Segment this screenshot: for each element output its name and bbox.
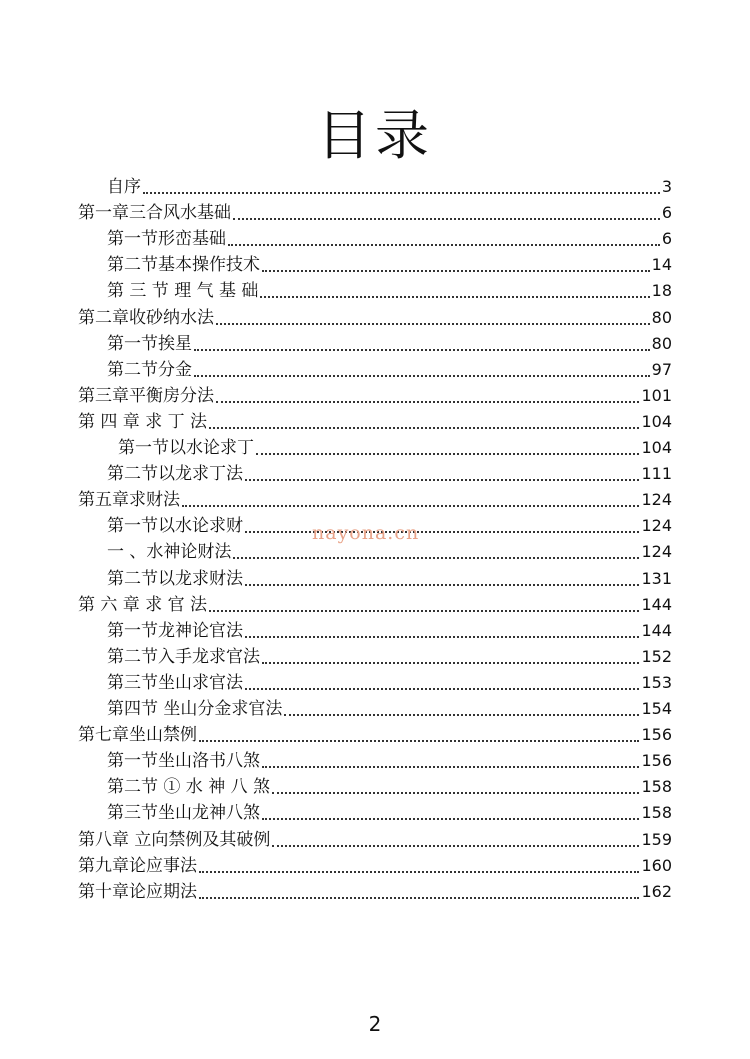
toc-entry-label: 第 四 章 求 丁 法 — [78, 411, 208, 432]
toc-entry-label: 第二节基本操作技术 — [107, 255, 260, 276]
toc-entry-label: 第二节 ① 水 神 八 煞 — [107, 777, 271, 798]
toc-entry-label: 第一节坐山洛书八煞 — [107, 751, 260, 772]
toc-entry-label: 第一节龙神论官法 — [107, 620, 243, 641]
toc-entry-page: 104 — [641, 438, 672, 457]
dot-leader — [245, 478, 639, 481]
dot-leader — [194, 348, 650, 351]
toc-entry — [78, 381, 672, 407]
toc-entry-page: 156 — [641, 751, 672, 771]
toc-entry-page: 158 — [641, 777, 672, 797]
toc-entry-page: 158 — [641, 803, 672, 823]
toc-entry-label: 第一章三合风水基础 — [78, 203, 231, 224]
toc-entry-label: 自序 — [107, 177, 141, 197]
toc-entry-page: 124 — [641, 516, 672, 536]
toc-entry — [107, 276, 672, 302]
toc-entry-page: 154 — [641, 699, 672, 718]
toc-entry — [78, 407, 672, 433]
dot-leader — [199, 896, 639, 899]
toc-entry-page: 80 — [651, 307, 672, 327]
toc-entry-page: 131 — [641, 568, 672, 588]
toc-entry-page: 153 — [641, 672, 672, 692]
toc-entry — [107, 564, 672, 590]
toc-entry-page: 104 — [641, 411, 672, 431]
dot-leader — [216, 322, 650, 325]
toc-entry — [107, 642, 672, 668]
toc-entry-page: 160 — [641, 855, 672, 875]
toc-entry — [78, 198, 672, 224]
dot-leader — [284, 713, 639, 716]
dot-leader — [260, 295, 649, 298]
toc-entry — [107, 224, 672, 250]
dot-leader — [272, 844, 639, 847]
toc-entry-page: 14 — [651, 255, 672, 275]
toc-entry-page: 162 — [641, 881, 672, 901]
toc-entry-label: 第二节以龙求丁法 — [107, 464, 243, 485]
toc-entry-label: 第八章 立向禁例及其破例 — [78, 829, 271, 850]
dot-leader — [209, 426, 639, 429]
page-number: 2 — [368, 1012, 382, 1036]
toc-entry-label: 第二节入手龙求官法 — [107, 646, 260, 667]
toc-entry-label: 第 三 节 理 气 基 础 — [107, 281, 259, 302]
dot-leader — [228, 243, 660, 246]
toc-entry-page: 124 — [641, 490, 672, 510]
page-title: 目录 — [317, 104, 433, 167]
toc-entry-page: 80 — [651, 333, 672, 353]
toc-entry-page: 97 — [651, 359, 672, 379]
toc-entry-page: 144 — [641, 594, 672, 614]
dot-leader — [256, 452, 639, 455]
dot-leader — [216, 400, 639, 403]
toc-entry-label: 第三章平衡房分法 — [78, 385, 214, 406]
dot-leader — [233, 217, 660, 220]
dot-leader — [182, 504, 639, 507]
toc-entry-page: 101 — [641, 385, 672, 405]
toc-entry — [107, 250, 672, 276]
toc-entry-label: 第七章坐山禁例 — [78, 725, 197, 746]
toc-entry-page: 144 — [641, 620, 672, 640]
watermark: nayona.cn — [312, 522, 420, 544]
toc-entry-label: 第三节坐山求官法 — [107, 672, 243, 693]
toc-entry — [78, 851, 672, 877]
toc-entry-label: 第一节挨星 — [107, 333, 192, 354]
toc-entry-label: 第二节以龙求财法 — [107, 568, 243, 589]
toc-entry-label: 第二节分金 — [107, 359, 192, 380]
dot-leader — [233, 556, 639, 559]
dot-leader — [199, 870, 639, 873]
dot-leader — [262, 817, 639, 820]
toc-entry-label: 第一节形峦基础 — [107, 229, 226, 250]
toc-entry-label: 第二章收砂纳水法 — [78, 307, 214, 328]
toc-entry — [107, 668, 672, 694]
toc-entry-page: 111 — [641, 464, 672, 484]
toc-entry — [107, 616, 672, 642]
toc-entry-page: 124 — [641, 542, 672, 562]
toc-entry-page: 3 — [661, 177, 672, 196]
toc-entry — [78, 720, 672, 746]
toc-entry — [78, 590, 672, 616]
toc-entry-page: 6 — [661, 229, 672, 249]
dot-leader — [194, 374, 650, 377]
toc-entry — [107, 772, 672, 798]
toc-entry — [107, 694, 672, 720]
toc-entry-label: 第一节以水论求丁 — [118, 438, 254, 458]
toc-entry-page: 152 — [641, 646, 672, 666]
toc-entry — [107, 172, 672, 198]
toc-entry — [78, 303, 672, 329]
toc-entry-label: 第五章求财法 — [78, 490, 180, 511]
toc-entry-page: 18 — [651, 281, 672, 301]
toc-entry-label: 第三节坐山龙神八煞 — [107, 803, 260, 824]
dot-leader — [199, 739, 639, 742]
dot-leader — [143, 191, 660, 194]
toc-entry — [118, 433, 672, 459]
toc-entry-label: 第一节以水论求财 — [107, 516, 243, 537]
dot-leader — [262, 269, 650, 272]
toc-entry-label: 第四节 坐山分金求官法 — [107, 699, 283, 719]
toc-entry — [107, 746, 672, 772]
dot-leader — [209, 609, 639, 612]
toc-entry — [78, 485, 672, 511]
toc-entry-label: 第十章论应期法 — [78, 881, 197, 902]
dot-leader — [262, 765, 639, 768]
dot-leader — [245, 635, 639, 638]
toc-entry-page: 159 — [641, 829, 672, 849]
dot-leader — [245, 530, 639, 533]
dot-leader — [245, 687, 639, 690]
toc-entry — [107, 798, 672, 824]
toc-entry — [107, 459, 672, 485]
dot-leader — [262, 661, 639, 664]
toc-entry — [107, 329, 672, 355]
toc-entry-label: 第九章论应事法 — [78, 855, 197, 876]
toc-entry — [107, 355, 672, 381]
toc-entry — [78, 877, 672, 903]
toc-entry-page: 6 — [661, 203, 672, 223]
dot-leader — [245, 583, 639, 586]
toc-entry-label: 第 六 章 求 官 法 — [78, 594, 208, 615]
toc-entry-label: 一 、水神论财法 — [107, 542, 232, 563]
dot-leader — [272, 791, 639, 794]
toc-entry — [78, 825, 672, 851]
toc-entry-page: 156 — [641, 725, 672, 745]
